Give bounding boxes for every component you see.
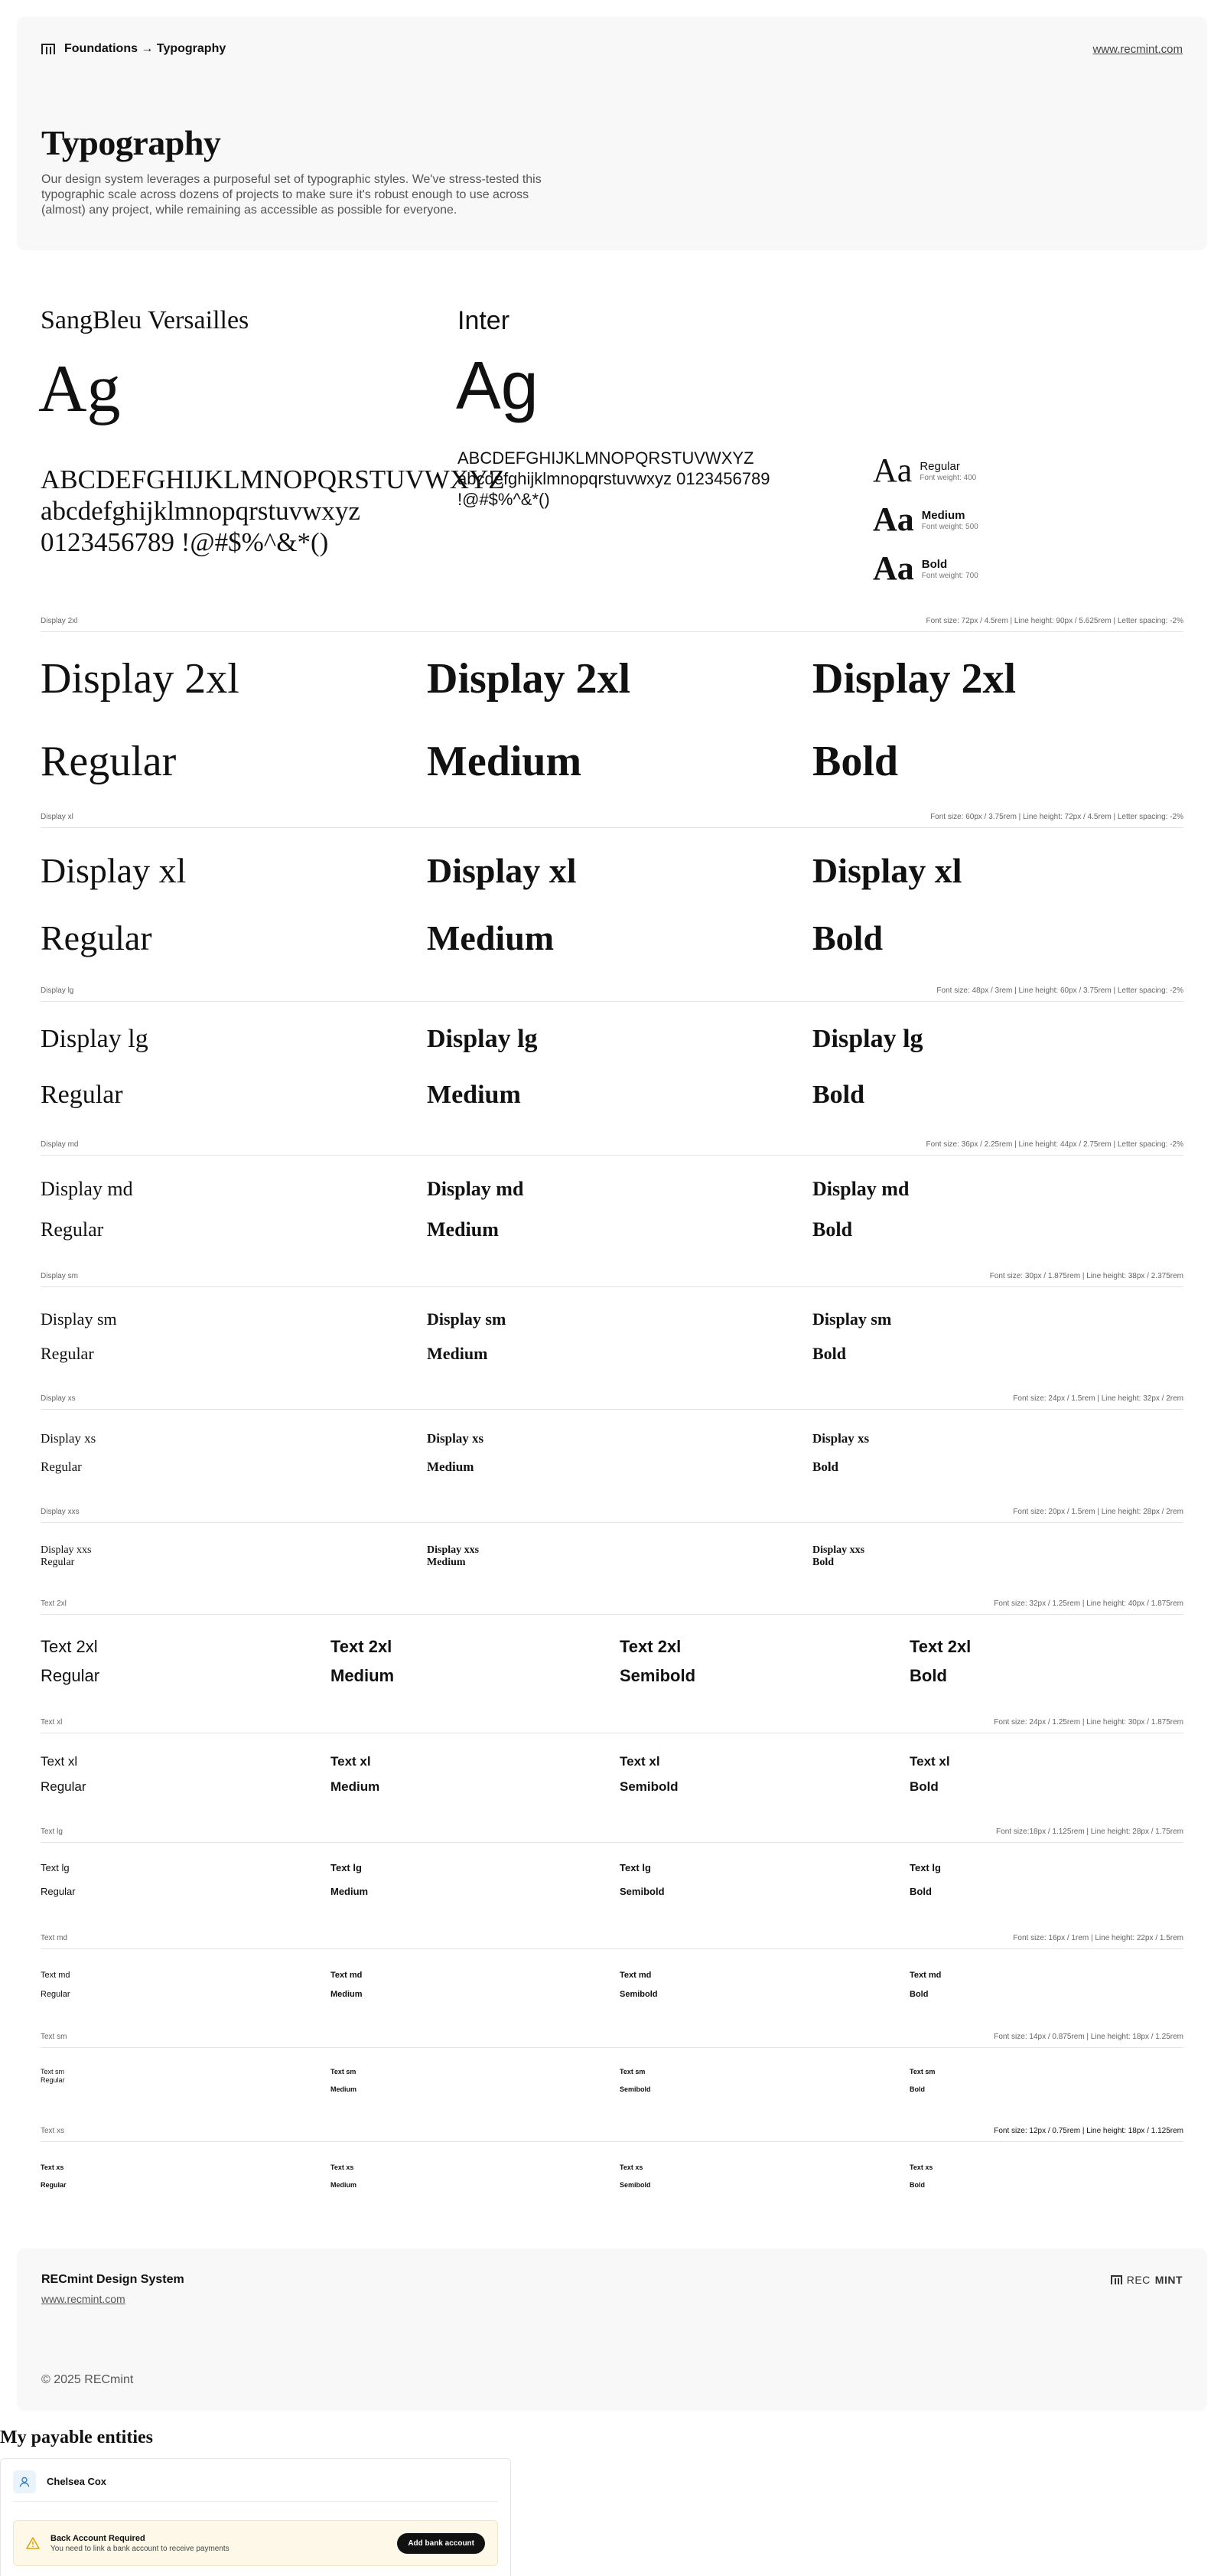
sample-name: Text 2xl <box>41 1637 98 1656</box>
weight-label: Semibold <box>620 1990 658 1999</box>
section-spec: Font size: 36px / 2.25rem | Line height: 44px / 2.75rem | Letter spacing: -2% <box>926 1140 1183 1149</box>
section-header <box>41 1932 1183 1949</box>
sample-stack <box>41 2068 65 2085</box>
weight-value: Font weight: 500 <box>921 522 978 531</box>
sample-name: Display sm <box>812 1309 892 1329</box>
weight-label: Regular <box>41 1459 82 1474</box>
section-header <box>41 2125 1183 2142</box>
section-spec: Font size:18px / 1.125rem | Line height: 28px / 1.75rem <box>996 1828 1183 1836</box>
weight-label: Medium <box>427 1344 488 1363</box>
page-title: Typography <box>41 123 221 162</box>
weight-label: Bold <box>910 2181 925 2189</box>
weight-bold <box>873 549 978 587</box>
section-spec: Font size: 60px / 3.75rem | Line height: 72px / 4.5rem | Letter spacing: -2% <box>930 813 1183 821</box>
weight-label: Bold <box>812 1344 847 1363</box>
sans-ag-sample: Ag <box>456 347 539 423</box>
sample-name: Text xs <box>330 2164 354 2171</box>
user-avatar <box>13 2470 36 2493</box>
weight-label: Bold <box>812 1218 853 1241</box>
recmint-logo-icon <box>41 44 55 54</box>
sample-name: Display xxs <box>41 1544 92 1556</box>
breadcrumb-text: Foundations → Typography <box>64 42 226 55</box>
serif-glyphs: ABCDEFGHIJKLMNOPQRSTUVWXYZ abcdefghijklmnopqrstuvwxyz 0123456789 !@#$%^&*() <box>41 465 505 557</box>
sample-name: Text lg <box>620 1862 651 1873</box>
sample-stack <box>812 1544 864 1569</box>
footer-panel <box>17 2248 1207 2411</box>
section-header <box>41 2031 1183 2048</box>
sample-name: Display xl <box>41 851 187 890</box>
entity-name: Chelsea Cox <box>47 2476 107 2487</box>
section-spec: Font size: 30px / 1.875rem | Line height: 38px / 2.375rem <box>989 1272 1183 1280</box>
weight-label: Regular <box>41 1779 86 1794</box>
bank-account-alert <box>13 2520 498 2566</box>
weight-label: Semibold <box>620 1666 696 1685</box>
sample-stack <box>427 1544 479 1569</box>
weight-label: Semibold <box>620 1779 679 1794</box>
weight-label: Medium <box>330 1990 363 1999</box>
weight-label: Bold <box>910 1666 947 1685</box>
sample-name: Text md <box>41 1971 70 1980</box>
section-header <box>41 1393 1183 1410</box>
section-name: Display lg <box>41 986 74 995</box>
payable-entity-card <box>0 2458 511 2576</box>
sample-name: Display md <box>41 1178 133 1200</box>
weight-label: Medium <box>427 1459 474 1474</box>
weight-sample: Aa <box>873 452 913 489</box>
section-spec: Font size: 14px / 0.875rem | Line height: 18px / 1.25rem <box>994 2033 1183 2041</box>
sample-name: Display lg <box>41 1025 148 1053</box>
weight-label: Medium <box>427 918 555 957</box>
section-header <box>41 1506 1183 1523</box>
sample-name: Text sm <box>620 2068 646 2075</box>
weight-label: Regular <box>41 1218 104 1241</box>
page-description: Our design system leverages a purposeful set of typographic styles. We've stress-tested this typographic scale across dozens of projects to make sure it's robust enough to use across (almost) any project, while remaining as accessible as possible for everyone. <box>41 173 542 217</box>
alert-message: You need to link a bank account to receive payments <box>50 2544 230 2553</box>
section-header <box>41 1826 1183 1843</box>
sample-name: Text xs <box>910 2164 933 2171</box>
section-header <box>41 615 1183 632</box>
section-header <box>41 985 1183 1002</box>
section-name: Display 2xl <box>41 617 78 625</box>
breadcrumb <box>41 42 226 56</box>
recmint-logo-icon <box>1111 2275 1122 2284</box>
add-bank-account-button[interactable]: Add bank account <box>397 2533 485 2554</box>
weight-value: Font weight: 400 <box>920 473 977 482</box>
weight-sample: Aa <box>873 501 914 538</box>
sample-name: Text md <box>330 1971 363 1980</box>
sample-name: Display xs <box>427 1431 484 1446</box>
section-name: Text lg <box>41 1828 63 1836</box>
sample-name: Display xl <box>427 851 577 890</box>
serif-typeface-name: SangBleu Versailles <box>41 306 249 334</box>
header-panel <box>17 17 1207 250</box>
weight-label: Semibold <box>620 2085 651 2093</box>
payable-entities-title: My payable entities <box>0 2428 153 2447</box>
weight-label: Medium <box>427 1218 499 1241</box>
weight-label: Bold <box>812 918 884 957</box>
sample-name: Text sm <box>330 2068 356 2075</box>
section-spec: Font size: 48px / 3rem | Line height: 60px / 3.75rem | Letter spacing: -2% <box>936 986 1183 995</box>
sample-name: Text lg <box>910 1862 941 1873</box>
section-spec: Font size: 12px / 0.75rem | Line height: 18px / 1.125rem <box>994 2127 1183 2135</box>
weight-label: Regular <box>41 1990 70 1999</box>
weight-label: Regular <box>41 738 177 785</box>
section-spec: Font size: 72px / 4.5rem | Line height: 90px / 5.625rem | Letter spacing: -2% <box>926 617 1183 625</box>
sample-name: Display xs <box>812 1431 870 1446</box>
weight-label: Regular <box>41 2181 67 2189</box>
copyright: © 2025 RECmint <box>41 2373 134 2386</box>
weight-label: Bold <box>910 1779 939 1794</box>
weight-label: Regular <box>41 1666 100 1685</box>
section-name: Text md <box>41 1934 68 1942</box>
weight-label: Semibold <box>620 2181 651 2189</box>
weight-label: Regular <box>41 1557 75 1568</box>
section-name: Display xxs <box>41 1508 80 1516</box>
recmint-logo <box>1111 2274 1183 2286</box>
logo-text-bold: MINT <box>1154 2274 1183 2286</box>
sample-name: Display xxs <box>812 1544 865 1556</box>
section-header <box>41 811 1183 828</box>
weight-label: Bold <box>910 1990 929 1999</box>
weight-label: Bold <box>910 1886 932 1897</box>
weight-label: Regular <box>41 2076 65 2084</box>
weight-label: Medium <box>427 1081 521 1109</box>
section-spec: Font size: 16px / 1rem | Line height: 22px / 1.5rem <box>1013 1934 1183 1942</box>
sans-typeface-name: Inter <box>457 306 510 335</box>
weight-name: Bold <box>921 557 948 571</box>
section-name: Text 2xl <box>41 1599 67 1608</box>
sample-name: Display 2xl <box>427 655 631 703</box>
weight-medium <box>873 503 978 536</box>
sample-name: Text lg <box>41 1862 70 1873</box>
sample-name: Display 2xl <box>41 655 239 703</box>
section-name: Text xl <box>41 1718 63 1727</box>
sample-stack <box>41 1544 92 1569</box>
section-name: Text xs <box>41 2127 65 2135</box>
weight-label: Regular <box>41 1344 94 1363</box>
section-name: Text sm <box>41 2033 67 2041</box>
weight-regular <box>873 454 976 487</box>
weight-name: Regular <box>920 459 960 473</box>
weight-name: Medium <box>921 508 965 522</box>
sample-name: Text lg <box>330 1862 362 1873</box>
weight-label: Medium <box>427 738 582 785</box>
section-name: Display sm <box>41 1272 78 1280</box>
weight-label: Bold <box>812 1081 865 1109</box>
sample-name: Text 2xl <box>330 1637 392 1656</box>
sample-name: Text 2xl <box>620 1637 682 1656</box>
weight-label: Semibold <box>620 1886 665 1897</box>
logo-text-light: REC <box>1126 2274 1151 2286</box>
user-icon <box>18 2476 31 2488</box>
site-link[interactable]: www.recmint.com <box>1092 43 1183 56</box>
sample-name: Text xl <box>910 1754 950 1769</box>
section-spec: Font size: 24px / 1.25rem | Line height: 30px / 1.875rem <box>994 1718 1183 1727</box>
weight-value: Font weight: 700 <box>921 571 978 580</box>
footer-title: RECmint Design System <box>41 2273 184 2286</box>
weight-label: Bold <box>812 1459 839 1474</box>
sample-name: Display 2xl <box>812 655 1017 703</box>
sample-name: Display xl <box>812 851 962 890</box>
section-header <box>41 1139 1183 1156</box>
serif-ag-sample: Ag <box>38 352 121 426</box>
warning-icon <box>26 2536 40 2550</box>
sample-name: Text xl <box>41 1754 78 1769</box>
sample-name: Display md <box>812 1178 910 1200</box>
sample-name: Text md <box>910 1971 942 1980</box>
section-name: Display md <box>41 1140 79 1149</box>
sample-name: Display lg <box>427 1025 538 1053</box>
weight-label: Medium <box>330 1779 380 1794</box>
section-name: Display xs <box>41 1394 76 1403</box>
section-spec: Font size: 20px / 1.5rem | Line height: 28px / 2rem <box>1013 1508 1183 1516</box>
weight-label: Medium <box>427 1557 466 1568</box>
weight-label: Bold <box>910 2085 925 2093</box>
weight-sample: Aa <box>873 549 914 587</box>
section-name: Display xl <box>41 813 73 821</box>
section-header <box>41 1717 1183 1733</box>
weight-label: Regular <box>41 918 152 957</box>
entity-row[interactable] <box>13 2471 498 2502</box>
sample-name: Display sm <box>41 1309 117 1329</box>
sample-name: Display xxs <box>427 1544 480 1556</box>
sample-name: Text xs <box>41 2164 64 2171</box>
weight-label: Bold <box>812 738 899 785</box>
sample-name: Text sm <box>910 2068 936 2075</box>
section-spec: Font size: 32px / 1.25rem | Line height: 40px / 1.875rem <box>994 1599 1183 1608</box>
weight-label: Medium <box>330 1886 369 1897</box>
sample-name: Display md <box>427 1178 524 1200</box>
sample-name: Text xl <box>330 1754 371 1769</box>
sample-name: Display lg <box>812 1025 923 1053</box>
weight-label: Medium <box>330 2085 357 2093</box>
footer-link[interactable]: www.recmint.com <box>41 2293 125 2305</box>
sample-name: Text xs <box>620 2164 643 2171</box>
weight-label: Medium <box>330 1666 395 1685</box>
section-spec: Font size: 24px / 1.5rem | Line height: 32px / 2rem <box>1013 1394 1183 1403</box>
alert-text <box>50 2534 386 2553</box>
sample-name: Text 2xl <box>910 1637 972 1656</box>
weight-label: Medium <box>330 2181 357 2189</box>
weight-label: Bold <box>812 1557 835 1568</box>
sample-name: Display sm <box>427 1309 506 1329</box>
weight-label: Regular <box>41 1886 76 1897</box>
weight-label: Regular <box>41 1081 123 1109</box>
sample-name: Display xs <box>41 1431 96 1446</box>
sans-glyphs: ABCDEFGHIJKLMNOPQRSTUVWXYZ abcdefghijklmnopqrstuvwxyz 0123456789 !@#$%^&*() <box>457 448 770 509</box>
sample-name: Text md <box>620 1971 652 1980</box>
section-header <box>41 1598 1183 1615</box>
section-header <box>41 1270 1183 1287</box>
sample-name: Text xl <box>620 1754 660 1769</box>
sample-name: Text sm <box>41 2068 65 2075</box>
alert-title: Back Account Required <box>50 2533 145 2543</box>
